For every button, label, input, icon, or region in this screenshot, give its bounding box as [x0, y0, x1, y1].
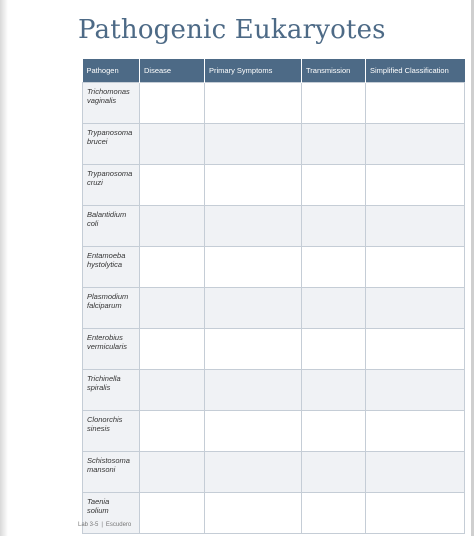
classification-cell[interactable] — [366, 124, 465, 165]
classification-cell[interactable] — [366, 83, 465, 124]
symptoms-cell[interactable] — [205, 165, 302, 206]
table-row — [83, 493, 465, 534]
pathogen-name-line2: solium — [87, 506, 109, 515]
symptoms-cell[interactable] — [205, 247, 302, 288]
pathogen-name-line2: mansoni — [87, 465, 116, 474]
transmission-cell[interactable] — [302, 411, 366, 452]
disease-cell[interactable] — [140, 124, 205, 165]
transmission-cell[interactable] — [302, 329, 366, 370]
transmission-cell[interactable] — [302, 83, 366, 124]
pathogen-cell — [83, 247, 140, 288]
pathogen-name-line2: sinesis — [87, 424, 110, 433]
symptoms-cell[interactable] — [205, 124, 302, 165]
symptoms-cell[interactable] — [205, 83, 302, 124]
disease-cell[interactable] — [140, 247, 205, 288]
symptoms-cell[interactable] — [205, 206, 302, 247]
pathogen-name-line1: Balantidium — [87, 210, 127, 219]
table-row — [83, 165, 465, 206]
transmission-cell[interactable] — [302, 206, 366, 247]
header-disease: Disease — [140, 59, 205, 83]
disease-cell[interactable] — [140, 165, 205, 206]
transmission-cell[interactable] — [302, 370, 366, 411]
symptoms-cell[interactable] — [205, 452, 302, 493]
pathogen-name-line1: Enterobius — [87, 333, 123, 342]
transmission-cell[interactable] — [302, 165, 366, 206]
pathogen-name-line1: Trypanosoma — [87, 128, 133, 137]
header-primary-symptoms: Primary Symptoms — [205, 59, 302, 83]
pathogen-cell — [83, 452, 140, 493]
footer-separator: | — [101, 522, 103, 528]
disease-cell[interactable] — [140, 370, 205, 411]
symptoms-cell[interactable] — [205, 411, 302, 452]
pathogen-name-line1: Trichomonas — [87, 87, 130, 96]
symptoms-cell[interactable] — [205, 370, 302, 411]
page-title: Pathogenic Eukaryotes — [78, 15, 386, 45]
pathogen-cell — [83, 83, 140, 124]
disease-cell[interactable] — [140, 288, 205, 329]
table-row — [83, 329, 465, 370]
transmission-cell[interactable] — [302, 493, 366, 534]
pathogen-cell — [83, 329, 140, 370]
pathogen-name-line1: Schistosoma — [87, 456, 130, 465]
pathogen-name-line2: hystolytica — [87, 260, 123, 269]
transmission-cell[interactable] — [302, 124, 366, 165]
pathogen-name-line2: vaginalis — [87, 96, 117, 105]
table-row — [83, 370, 465, 411]
disease-cell[interactable] — [140, 206, 205, 247]
table-row — [83, 452, 465, 493]
classification-cell[interactable] — [366, 370, 465, 411]
pathogen-name-line2: cruzi — [87, 178, 103, 187]
disease-cell[interactable] — [140, 411, 205, 452]
pathogen-name-line1: Plasmodium — [87, 292, 129, 301]
table-row — [83, 411, 465, 452]
table-row — [83, 288, 465, 329]
pathogen-name-line1: Entamoeba — [87, 251, 126, 260]
classification-cell[interactable] — [366, 329, 465, 370]
symptoms-cell[interactable] — [205, 288, 302, 329]
header-simplified-classification: Simplified Classification — [366, 59, 465, 83]
table-row — [83, 83, 465, 124]
page-footer — [78, 522, 131, 528]
classification-cell[interactable] — [366, 165, 465, 206]
classification-cell[interactable] — [366, 411, 465, 452]
footer-lab-label: Lab 3-5 — [78, 522, 99, 528]
header-pathogen: Pathogen — [83, 59, 140, 83]
page-edge-shadow — [0, 0, 8, 536]
disease-cell[interactable] — [140, 83, 205, 124]
symptoms-cell[interactable] — [205, 329, 302, 370]
symptoms-cell[interactable] — [205, 493, 302, 534]
pathogen-name-line1: Taenia — [87, 497, 110, 506]
pathogen-name-line2: spiralis — [87, 383, 111, 392]
transmission-cell[interactable] — [302, 288, 366, 329]
classification-cell[interactable] — [366, 206, 465, 247]
table-row — [83, 247, 465, 288]
pathogen-name-line1: Clonorchis — [87, 415, 123, 424]
classification-cell[interactable] — [366, 452, 465, 493]
pathogen-name-line2: coli — [87, 219, 99, 228]
disease-cell[interactable] — [140, 329, 205, 370]
pathogen-cell — [83, 124, 140, 165]
classification-cell[interactable] — [366, 493, 465, 534]
footer-author: Escudero — [105, 522, 132, 528]
table-row — [83, 206, 465, 247]
pathogen-name-line2: brucei — [87, 137, 108, 146]
disease-cell[interactable] — [140, 493, 205, 534]
pathogen-cell — [83, 165, 140, 206]
disease-cell[interactable] — [140, 452, 205, 493]
classification-cell[interactable] — [366, 288, 465, 329]
pathogen-table — [82, 59, 465, 534]
transmission-cell[interactable] — [302, 247, 366, 288]
transmission-cell[interactable] — [302, 452, 366, 493]
pathogen-cell — [83, 370, 140, 411]
pathogen-name-line1: Trypanosoma — [87, 169, 133, 178]
pathogen-name-line1: Trichinella — [87, 374, 121, 383]
header-transmission: Transmission — [302, 59, 366, 83]
table-row — [83, 124, 465, 165]
pathogen-name-line2: vermicularis — [87, 342, 128, 351]
classification-cell[interactable] — [366, 247, 465, 288]
pathogen-cell — [83, 288, 140, 329]
pathogen-cell — [83, 206, 140, 247]
table-header-row — [83, 59, 465, 83]
pathogen-cell — [83, 411, 140, 452]
pathogen-name-line2: falciparum — [87, 301, 122, 310]
